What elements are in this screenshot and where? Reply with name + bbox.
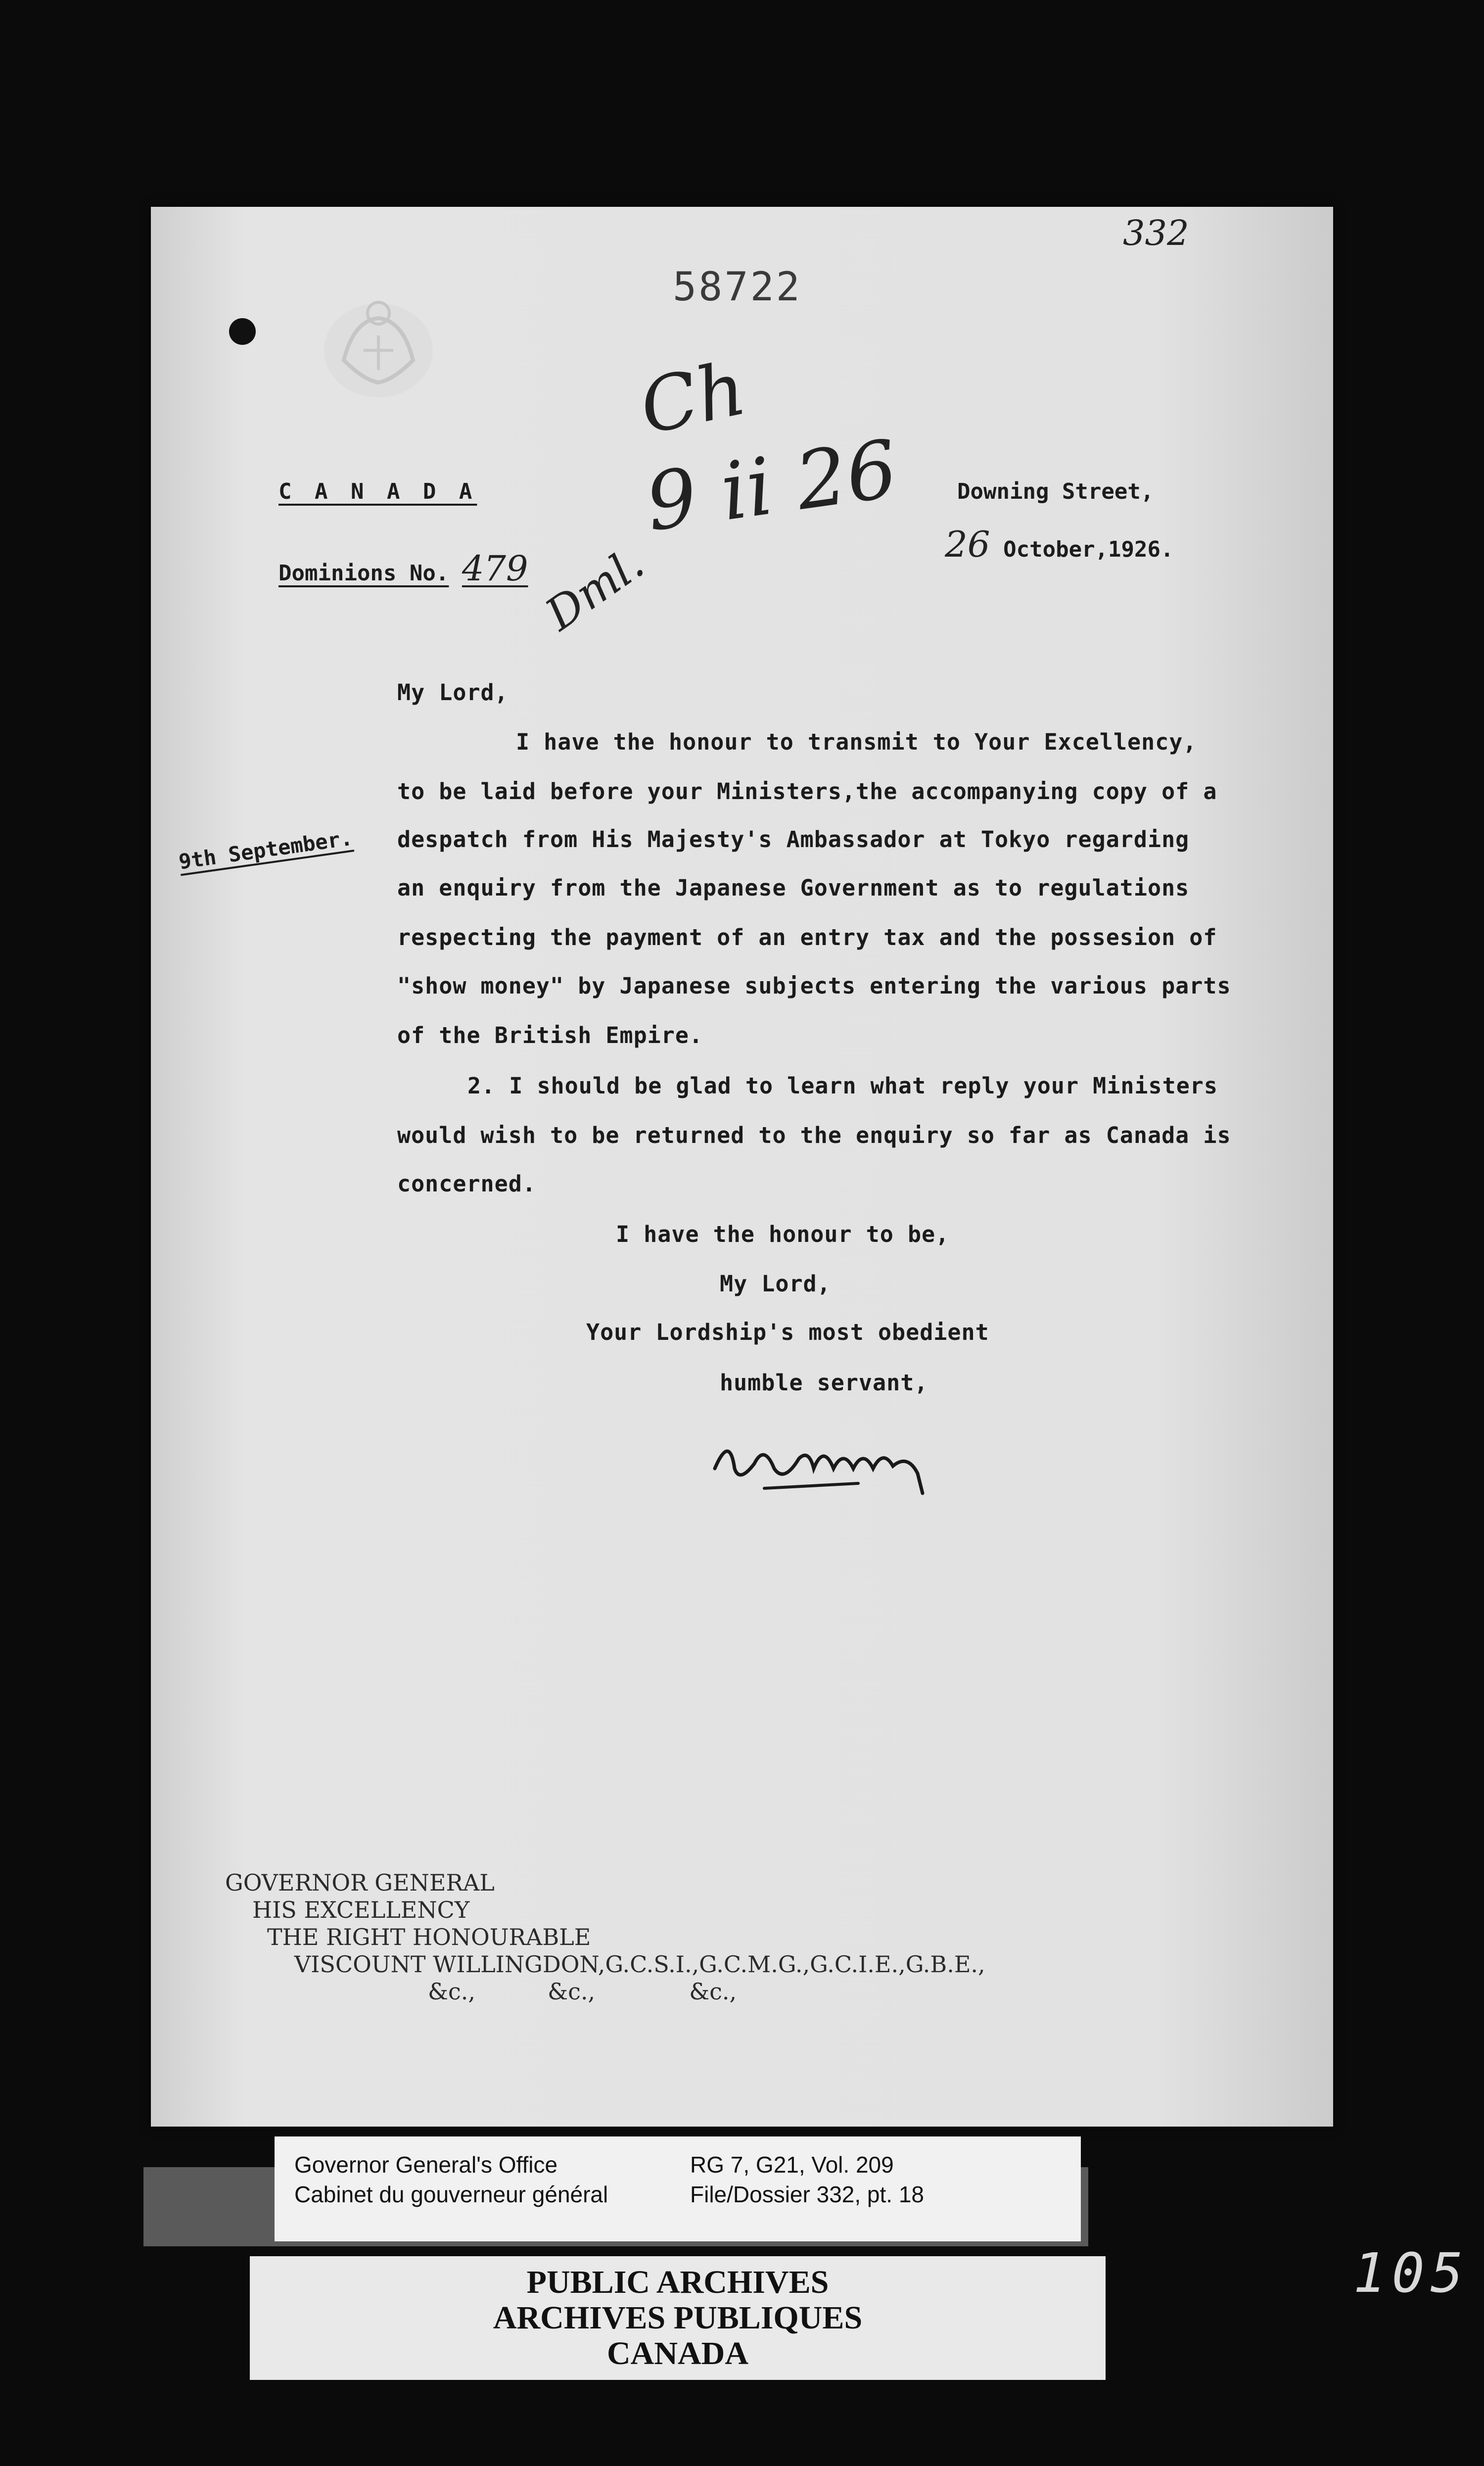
registry-stamp-number: 58722: [673, 264, 802, 310]
letter-line: concerned.: [397, 1171, 536, 1197]
closing-line: Your Lordship's most obedient: [586, 1319, 989, 1345]
date-day: 26: [945, 523, 990, 565]
heading-place: Downing Street,: [957, 479, 1154, 504]
address-line: &c., &c., &c.,: [428, 1978, 737, 2005]
signature: [700, 1414, 957, 1503]
office-name-en: Governor General's Office: [294, 2152, 558, 2178]
handwritten-reference-note: Dml.: [536, 537, 653, 641]
royal-crest-emblem: [314, 291, 443, 405]
letter-line: 2. I should be glad to learn what reply your Ministers: [467, 1073, 1218, 1099]
address-line: GOVERNOR GENERAL: [225, 1869, 495, 1896]
page-number: 332: [1123, 213, 1189, 253]
handwritten-date-note: 9 ii 26: [640, 422, 903, 549]
letter-line: respecting the payment of an entry tax and the possesion of: [397, 924, 1217, 950]
address-line: HIS EXCELLENCY: [252, 1897, 470, 1923]
letter-line: to be laid before your Ministers,the accompanying copy of a: [397, 778, 1217, 805]
letter-line: I have the honour to transmit to Your Excellency,: [516, 729, 1197, 755]
closing-line: I have the honour to be,: [616, 1221, 950, 1247]
archives-name-fr: ARCHIVES PUBLIQUES: [493, 2300, 863, 2336]
record-group-reference: RG 7, G21, Vol. 209: [690, 2152, 894, 2178]
archive-reference-label: [275, 2136, 1081, 2241]
dominions-label: Dominions No.: [278, 561, 449, 586]
heading-country: C A N A D A: [278, 479, 477, 504]
archives-name-en: PUBLIC ARCHIVES: [526, 2264, 829, 2300]
signature-stroke-icon: [700, 1414, 957, 1503]
letter-line: "show money" by Japanese subjects entering the various parts: [397, 973, 1231, 999]
office-name-fr: Cabinet du gouverneur général: [294, 2181, 608, 2207]
punch-hole: [229, 318, 256, 345]
address-line: VISCOUNT WILLINGDON,G.C.S.I.,G.C.M.G.,G.C.I.E.,G.B.E.,: [294, 1951, 985, 1978]
letter-line: despatch from His Majesty's Ambassador at Tokyo regarding: [397, 826, 1190, 853]
letter-line: an enquiry from the Japanese Government as to regulations: [397, 875, 1190, 901]
closing-line: humble servant,: [720, 1370, 928, 1396]
margin-date: 9th September.: [177, 825, 354, 874]
document-page: [151, 207, 1333, 2127]
file-reference: File/Dossier 332, pt. 18: [690, 2181, 925, 2207]
dominions-number: 479: [462, 548, 528, 589]
microfilm-frame-number: 105: [1353, 2241, 1469, 2305]
letter-line: of the British Empire.: [397, 1022, 703, 1048]
handwritten-initials: Ch: [633, 345, 753, 452]
address-line: THE RIGHT HONOURABLE: [267, 1924, 591, 1950]
archives-country: CANADA: [607, 2335, 748, 2371]
salutation: My Lord,: [397, 679, 509, 706]
closing-line: My Lord,: [720, 1271, 831, 1297]
date-month-year: October,1926.: [1003, 537, 1174, 562]
dominions-reference: [278, 548, 528, 589]
letter-line: would wish to be returned to the enquiry so far as Canada is: [397, 1122, 1231, 1148]
heading-date: [945, 523, 1174, 565]
public-archives-stamp: [250, 2256, 1106, 2380]
